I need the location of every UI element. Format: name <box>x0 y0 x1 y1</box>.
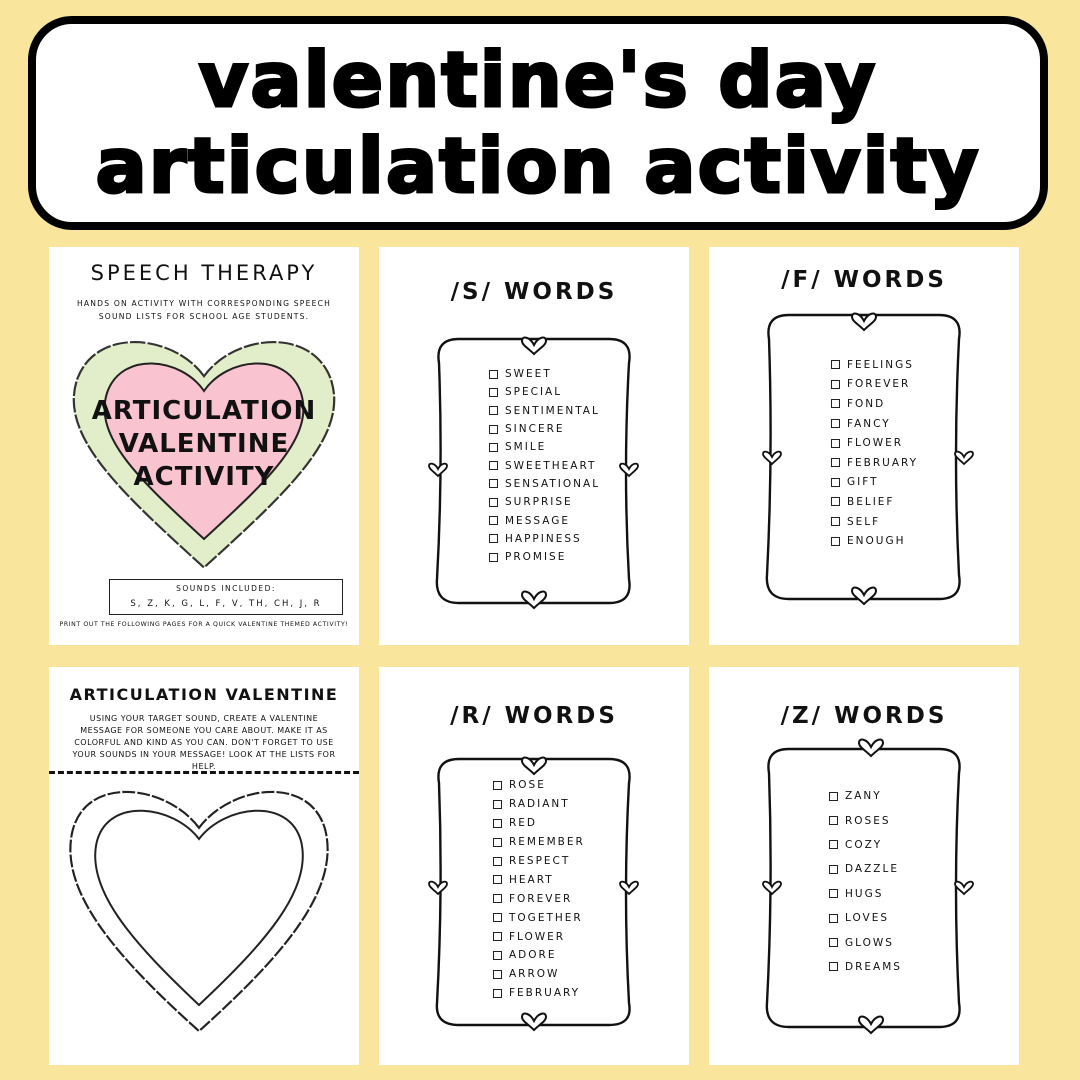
z-words-title: /Z/ WORDS <box>780 703 948 729</box>
word-list-item <box>831 355 918 375</box>
checkbox-icon[interactable] <box>493 970 502 979</box>
word-list-item <box>829 833 902 857</box>
word-list-item <box>493 833 585 852</box>
word-label: COZY <box>845 838 883 851</box>
cover-subtitle: HANDS ON ACTIVITY WITH CORRESPONDING SPEECH SOUND LISTS FOR SCHOOL AGE STUDENTS. <box>77 299 331 321</box>
word-list-item <box>829 955 902 979</box>
word-label: FANCY <box>847 417 891 430</box>
checkbox-icon[interactable] <box>489 425 498 434</box>
word-list-item <box>831 453 918 473</box>
word-list-item <box>489 530 600 548</box>
checkbox-icon[interactable] <box>831 458 840 467</box>
word-label: ARROW <box>509 968 560 981</box>
checkbox-icon[interactable] <box>831 497 840 506</box>
word-list-item <box>831 473 918 493</box>
word-list-item <box>493 889 585 908</box>
word-list-item <box>489 511 600 529</box>
checkbox-icon[interactable] <box>493 819 502 828</box>
r-words-title: /R/ WORDS <box>450 703 618 729</box>
word-list-item <box>829 784 902 808</box>
small-heart-icon <box>859 740 883 756</box>
checkbox-icon[interactable] <box>493 857 502 866</box>
small-heart-icon <box>955 882 973 894</box>
word-label: GIFT <box>847 476 879 489</box>
word-label: FOREVER <box>847 378 911 391</box>
word-label: LOVES <box>845 912 890 925</box>
word-label: FOREVER <box>509 892 573 905</box>
word-list-item <box>493 852 585 871</box>
checkbox-icon[interactable] <box>489 553 498 562</box>
sounds-list: S, Z, K, G, L, F, V, TH, CH, J, R <box>130 599 322 609</box>
small-heart-icon <box>763 452 781 464</box>
checkbox-icon[interactable] <box>493 838 502 847</box>
checkbox-icon[interactable] <box>831 360 840 369</box>
banner-title-line-2: articulation activity <box>95 121 981 210</box>
s-words-page <box>379 247 689 645</box>
checkbox-icon[interactable] <box>831 439 840 448</box>
small-heart-icon <box>763 882 781 894</box>
checkbox-icon[interactable] <box>831 419 840 428</box>
word-list-item <box>489 493 600 511</box>
word-list-item <box>831 394 918 414</box>
checkbox-icon[interactable] <box>493 913 502 922</box>
word-label: ENOUGH <box>847 535 906 548</box>
small-heart-icon <box>620 464 638 476</box>
word-label: DAZZLE <box>845 863 899 876</box>
word-label: TOGETHER <box>509 911 583 924</box>
small-heart-icon <box>859 1017 883 1033</box>
word-label: FEELINGS <box>847 358 914 371</box>
word-list-item <box>829 857 902 881</box>
word-list-item <box>831 414 918 434</box>
word-label: HUGS <box>845 887 884 900</box>
heart-line-3: ACTIVITY <box>133 462 275 492</box>
word-list-item <box>493 814 585 833</box>
word-label: SURPRISE <box>505 496 573 509</box>
word-label: SMILE <box>505 441 547 454</box>
checkbox-icon[interactable] <box>829 792 838 801</box>
checkbox-icon[interactable] <box>831 517 840 526</box>
word-list-item <box>829 808 902 832</box>
checkbox-icon[interactable] <box>493 989 502 998</box>
cover-page <box>49 247 359 645</box>
word-label: FEBRUARY <box>847 456 919 469</box>
checkbox-icon[interactable] <box>489 388 498 397</box>
small-heart-icon <box>620 882 638 894</box>
word-label: DREAMS <box>845 960 902 973</box>
word-label: REMEMBER <box>509 836 585 849</box>
checkbox-icon[interactable] <box>489 534 498 543</box>
word-list-item <box>829 906 902 930</box>
word-label: FLOWER <box>509 930 566 943</box>
word-list-item <box>829 930 902 954</box>
small-heart-icon <box>522 1014 546 1030</box>
word-label: RED <box>509 817 538 830</box>
checkbox-icon[interactable] <box>493 932 502 941</box>
f-words-page <box>709 247 1019 645</box>
word-list-item <box>489 475 600 493</box>
checkbox-icon[interactable] <box>829 889 838 898</box>
word-label: PROMISE <box>505 551 567 564</box>
title-banner <box>28 16 1048 230</box>
word-label: RESPECT <box>509 855 571 867</box>
checkbox-icon[interactable] <box>493 800 502 809</box>
checkbox-icon[interactable] <box>831 478 840 487</box>
checkbox-icon[interactable] <box>493 781 502 790</box>
word-label: GLOWS <box>845 936 894 949</box>
checkbox-icon[interactable] <box>829 840 838 849</box>
word-label: HEART <box>509 873 554 886</box>
word-label: ROSE <box>509 779 546 792</box>
checkbox-icon[interactable] <box>493 951 502 960</box>
word-label: SWEETHEART <box>505 459 597 472</box>
word-label: SWEET <box>505 368 552 381</box>
word-list-item <box>489 402 600 420</box>
word-list-item <box>831 512 918 532</box>
valentine-title: ARTICULATION VALENTINE <box>69 685 339 704</box>
checkbox-icon[interactable] <box>493 894 502 903</box>
cover-footer: PRINT OUT THE FOLLOWING PAGES FOR A QUICK VALENTINE THEMED ACTIVITY! <box>59 621 349 628</box>
word-list-item <box>493 795 585 814</box>
valentine-instructions: USING YOUR TARGET SOUND, CREATE A VALENTINE MESSAGE FOR SOMEONE YOU CARE ABOUT. MAKE IT AS COLORFUL AND KIND AS YOU CAN. DON'T FORGET TO USE YOUR SOUNDS IN YOUR MESSAGE! LOOK AT THE LISTS FOR HELP. <box>72 714 336 771</box>
checkbox-icon[interactable] <box>829 962 838 971</box>
checkbox-icon[interactable] <box>829 914 838 923</box>
word-list-item <box>489 438 600 456</box>
checkbox-icon[interactable] <box>489 498 498 507</box>
banner-title-line-1: valentine's day <box>198 35 878 124</box>
checkbox-icon[interactable] <box>493 875 502 884</box>
word-list-item <box>489 456 600 474</box>
word-list-item <box>831 433 918 453</box>
word-list-item <box>493 965 585 984</box>
word-list-item <box>493 927 585 946</box>
word-list-item <box>489 365 600 383</box>
z-words-list <box>829 784 902 979</box>
s-words-list <box>489 365 600 566</box>
word-list-item <box>493 870 585 889</box>
word-list-item <box>831 531 918 551</box>
blank-scalloped-heart-icon <box>49 667 359 1065</box>
checkbox-icon[interactable] <box>489 479 498 488</box>
r-words-list <box>493 776 585 1003</box>
sounds-included-box <box>109 579 343 615</box>
word-list-item <box>489 383 600 401</box>
word-label: SINCERE <box>505 423 565 436</box>
valentine-page <box>49 667 359 1065</box>
checkbox-icon[interactable] <box>489 516 498 525</box>
word-label: ZANY <box>845 790 882 803</box>
small-heart-icon <box>852 588 876 604</box>
f-words-title: /F/ WORDS <box>781 267 947 293</box>
word-label: FEBRUARY <box>509 987 581 1000</box>
heart-line-1: ARTICULATION <box>91 396 317 426</box>
word-list-item <box>489 548 600 566</box>
word-label: SENSATIONAL <box>505 477 601 490</box>
word-label: MESSAGE <box>505 514 570 527</box>
word-list-item <box>831 492 918 512</box>
checkbox-icon[interactable] <box>829 938 838 947</box>
sounds-label: SOUNDS INCLUDED: <box>176 584 276 593</box>
checkbox-icon[interactable] <box>831 380 840 389</box>
checkbox-icon[interactable] <box>831 537 840 546</box>
s-words-title: /S/ WORDS <box>450 279 618 305</box>
word-list-item <box>493 946 585 965</box>
checkbox-icon[interactable] <box>489 461 498 470</box>
word-list-item <box>489 420 600 438</box>
checkbox-icon[interactable] <box>489 406 498 415</box>
word-list-item <box>493 776 585 795</box>
word-label: FLOWER <box>847 437 904 450</box>
word-label: SENTIMENTAL <box>505 404 600 417</box>
word-label: ROSES <box>845 814 891 827</box>
word-list-item <box>493 984 585 1003</box>
checkbox-icon[interactable] <box>489 370 498 379</box>
word-label: SPECIAL <box>505 386 563 399</box>
cover-title: SPEECH THERAPY <box>90 261 318 285</box>
heart-line-2: VALENTINE <box>118 429 290 459</box>
z-words-page <box>709 667 1019 1065</box>
small-heart-icon <box>522 592 546 608</box>
small-heart-icon <box>429 464 447 476</box>
checkbox-icon[interactable] <box>831 399 840 408</box>
checkbox-icon[interactable] <box>829 865 838 874</box>
cover-heart-text <box>49 395 359 494</box>
word-list-item <box>493 908 585 927</box>
word-list-item <box>831 375 918 395</box>
word-label: ADORE <box>509 949 557 962</box>
f-words-list <box>831 355 918 551</box>
checkbox-icon[interactable] <box>829 816 838 825</box>
word-label: BELIEF <box>847 495 895 508</box>
word-label: FOND <box>847 397 886 410</box>
word-list-item <box>829 882 902 906</box>
checkbox-icon[interactable] <box>489 443 498 452</box>
word-label: HAPPINESS <box>505 532 582 545</box>
r-words-page <box>379 667 689 1065</box>
word-label: RADIANT <box>509 798 570 811</box>
small-heart-icon <box>429 882 447 894</box>
word-label: SELF <box>847 515 881 528</box>
small-heart-icon <box>955 452 973 464</box>
